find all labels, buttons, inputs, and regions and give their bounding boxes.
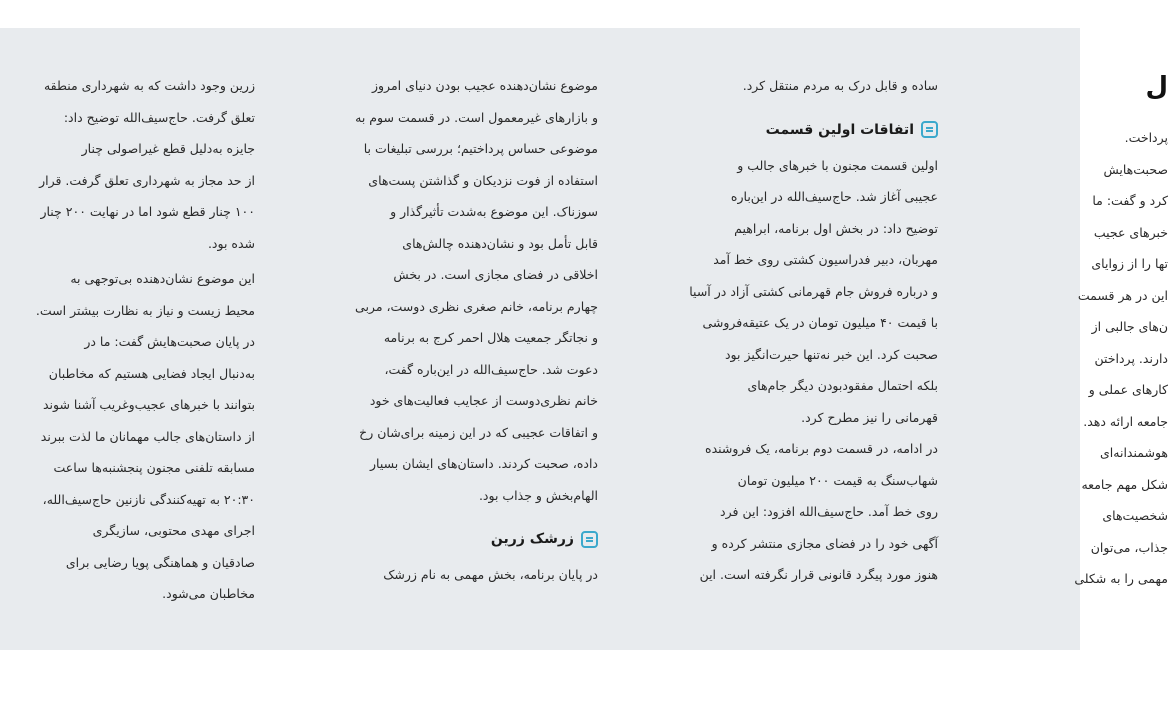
paragraph-line: و اتفاقات عجیبی که در این زمینه برای‌شان رخ: [359, 424, 598, 440]
paragraph-line: به‌دنبال ایجاد فضایی هستیم که مخاطبان: [48, 365, 255, 381]
paragraph-line: کارهای عملی و: [1088, 382, 1168, 397]
paragraph-line: صحبت‌هایش: [1103, 161, 1168, 177]
paragraph-line: موضوع نشان‌دهنده عجیب بودن دنیای امروز: [371, 78, 598, 93]
paragraph-line: خبرهای عجیب: [1093, 224, 1168, 240]
paragraph-line: جامعه ارائه دهد.: [1083, 413, 1168, 429]
article-title-fragment: ل: [1145, 72, 1168, 102]
paragraph-line: در پایان برنامه، بخش مهمی به نام زرشک: [383, 567, 598, 582]
paragraph-line: محیط زیست و نیاز به نظارت بیشتر است.: [35, 302, 255, 318]
paragraph-line: با قیمت ۴۰ میلیون تومان در یک عتیقه‌فروشی: [702, 315, 938, 330]
paragraph-line: بتوانند با خبرهای عجیب‌وغریب آشنا شوند: [42, 397, 255, 412]
paragraph-line: و درباره فروش جام قهرمانی کشتی آزاد در آسیا: [689, 283, 938, 299]
paragraph-line: استفاده از فوت نزدیکان و گذاشتن پست‌های: [368, 172, 598, 188]
paragraph-line: توضیح داد: در بخش اول برنامه، ابراهیم: [734, 220, 938, 236]
paragraph-line: ۱۰۰ چنار قطع شود اما در نهایت ۲۰۰ چنار: [40, 204, 255, 219]
paragraph-line: داده، صحبت کردند. داستان‌های ایشان بسیار: [369, 456, 598, 471]
paragraph-line: عجیبی آغاز شد. حاج‌سیف‌الله در این‌باره: [730, 189, 938, 204]
paragraph-line: شهاب‌سنگ به قیمت ۲۰۰ میلیون تومان: [737, 472, 938, 488]
paragraph-line: دارند. پرداختن: [1094, 350, 1168, 366]
paragraph-line: مخاطبان می‌شود.: [162, 586, 255, 601]
paragraph-line: ۲۰:۳۰ به تهیه‌کنندگی نازنین حاج‌سیف‌الله،: [42, 491, 255, 507]
paragraph-line: موضوعی حساس پرداختیم؛ بررسی تبلیغات با: [363, 141, 598, 156]
paragraph-line: اجرای مهدی محتوبی، سازیگری: [92, 523, 255, 538]
paragraph-line: ساده و قابل درک به مردم منتقل کرد.: [742, 78, 938, 93]
paragraph-line: کرد و گفت: ما: [1092, 193, 1168, 208]
paragraph-line: این در هر قسمت: [1077, 287, 1168, 303]
paragraph-line: اولین قسمت مجنون با خبرهای جالب و: [737, 157, 938, 173]
section-heading-label: زرشک زرین: [490, 531, 574, 547]
paragraph-line: مهربان، دبیر فدراسیون کشتی روی خط آمد: [713, 252, 938, 267]
paragraph-line: دعوت شد. حاج‌سیف‌الله در این‌باره گفت،: [384, 361, 598, 377]
paragraph-line: از داستان‌های جالب مهمانان ما لذت ببرند: [40, 428, 255, 444]
paragraph-line: شکل مهم جامعه: [1081, 476, 1168, 492]
paragraph-line: از حد مجاز به شهرداری تعلق گرفت. قرار: [39, 172, 255, 188]
paragraph: [0, 70, 255, 259]
paragraph-line: جذاب، می‌توان: [1090, 539, 1168, 555]
paragraph-line: و نجاتگر جمعیت هلال احمر کرج به برنامه: [383, 330, 598, 345]
paragraph-line: هنوز مورد پیگرد قانونی قرار نگرفته است. این: [699, 567, 938, 582]
paragraph: [632, 433, 938, 591]
paragraph: [296, 559, 598, 591]
paragraph-line: تعلق گرفت. حاج‌سیف‌الله توضیح داد:: [63, 109, 255, 125]
paragraph-line: آگهی خود را در فضای مجازی منتشر کرده و: [711, 535, 938, 551]
article-column-1: [968, 70, 1168, 595]
paragraph-line: روی خط آمد. حاج‌سیف‌الله افزود: این فرد: [720, 504, 938, 519]
paragraph: [296, 70, 598, 511]
paragraph-line: اخلاقی در فضای مجازی است. در بخش: [393, 267, 598, 282]
section-heading-golden-barberry: [296, 527, 598, 551]
message-square-icon: [581, 531, 598, 548]
paragraph-line: قابل تأمل بود و نشان‌دهنده چالش‌های: [402, 235, 598, 251]
paragraph-line: این موضوع نشان‌دهنده بی‌توجهی به: [70, 271, 255, 286]
article-column-4: [0, 70, 255, 610]
article-column-2: [632, 70, 938, 591]
article-panel: [0, 28, 1168, 650]
paragraph-line: در پایان صحبت‌هایش گفت: ما در: [84, 334, 255, 349]
paragraph-line: پرداخت.: [1124, 130, 1168, 145]
paragraph-line: صحبت کرد. این خبر نه‌تنها حیرت‌انگیز بود: [724, 346, 938, 362]
column-1-text: [968, 122, 1168, 595]
message-square-icon: [921, 121, 938, 138]
paragraph-line: شخصیت‌های: [1102, 508, 1168, 523]
paragraph-line: الهام‌بخش و جذاب بود.: [478, 487, 598, 503]
paragraph-line: سوزناک. این موضوع به‌شدت تأثیرگذار و: [390, 204, 598, 219]
paragraph-line: شده بود.: [207, 235, 255, 251]
paragraph-line: بلکه احتمال مفقودبودن دیگر جام‌های: [747, 378, 938, 393]
paragraph-line: زرین وجود داشت که به شهرداری منطقه: [43, 78, 255, 93]
paragraph-line: ن‌های جالبی از: [1091, 319, 1168, 334]
article-column-3: [296, 70, 598, 591]
paragraph: [0, 263, 255, 610]
paragraph-line: هوشمندانه‌ای: [1100, 445, 1168, 460]
paragraph-line: مهمی را به شکلی: [1074, 571, 1168, 586]
section-heading-label: اتفاقات اولین قسمت: [765, 121, 914, 138]
paragraph-line: در ادامه، در قسمت دوم برنامه، یک فروشنده: [705, 441, 938, 456]
paragraph-line: چهارم برنامه، خانم صغری نظری دوست، مربی: [355, 298, 598, 314]
paragraph-line: خانم نظری‌دوست از عجایب فعالیت‌های خود: [369, 393, 598, 408]
paragraph-line: صادقیان و هماهنگی پویا رضایی برای: [65, 554, 255, 570]
section-heading-first-episode: [632, 118, 938, 142]
paragraph-line: و بازارهای غیرمعمول است. در قسمت سوم به: [355, 109, 598, 125]
paragraph-line: جایزه به‌دلیل قطع غیراصولی چنار: [81, 141, 255, 156]
paragraph: [632, 150, 938, 434]
paragraph-line: تها را از زوایای: [1091, 256, 1168, 271]
paragraph-line: مسابقه تلفنی مجنون پنجشنبه‌ها ساعت: [53, 460, 255, 475]
paragraph-line: قهرمانی را نیز مطرح کرد.: [801, 409, 938, 425]
